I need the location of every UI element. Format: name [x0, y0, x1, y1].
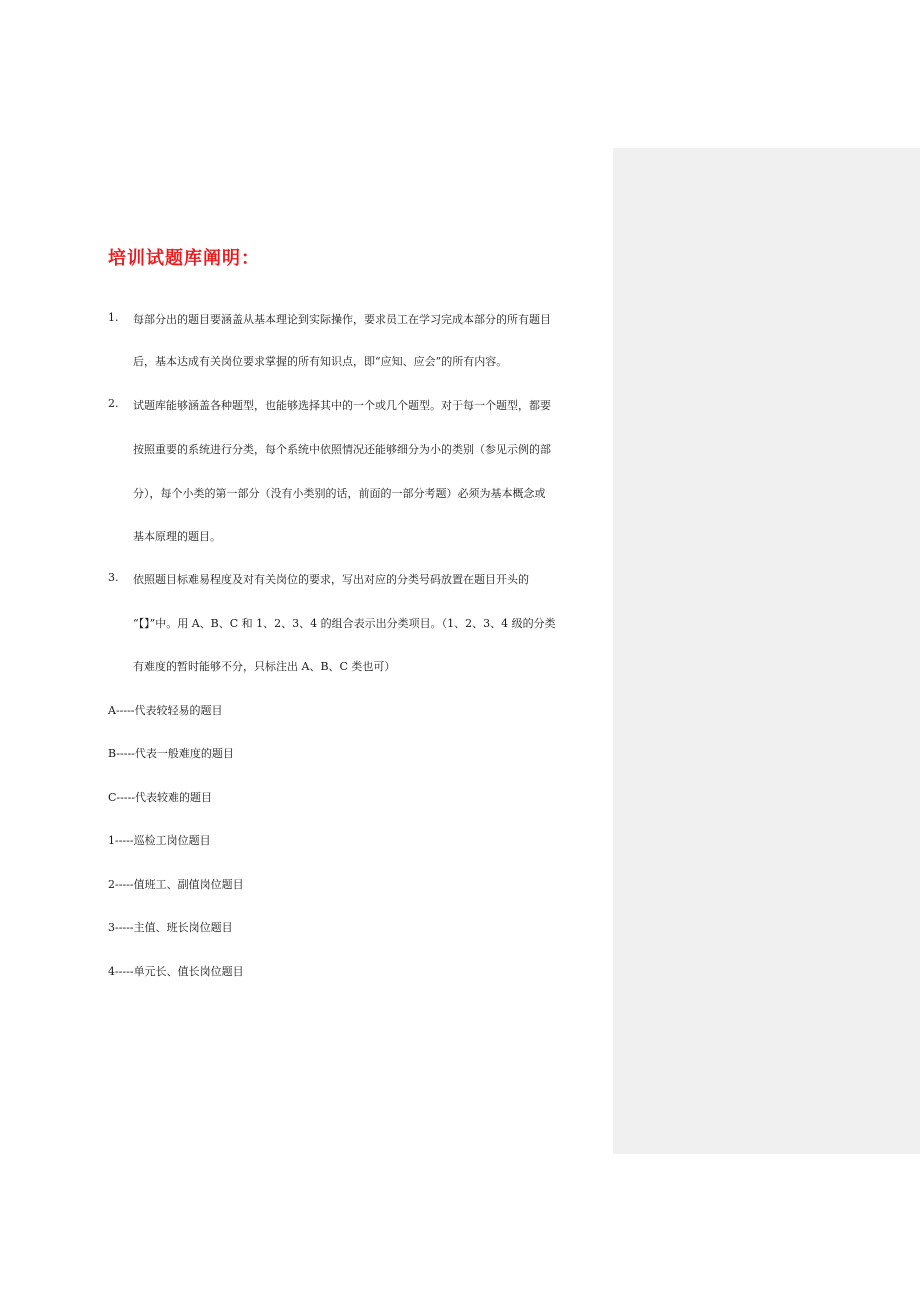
legend-item: B-----代表一般难度的题目 [108, 747, 234, 760]
list-item-number: 3. [108, 571, 119, 584]
legend-item: A-----代表较轻易的题目 [108, 704, 223, 717]
list-item-line: 按照重要的系统进行分类，每个系统中依照情况还能够细分为小的类别（参见示例的部 [133, 443, 551, 456]
comment-pane [613, 148, 920, 1154]
legend-item: 2-----值班工、副值岗位题目 [108, 878, 244, 891]
list-item-line: 每部分出的题目要涵盖从基本理论到实际操作，要求员工在学习完成本部分的所有题目 [133, 313, 551, 326]
list-item-line: 有难度的暂时能够不分，只标注出 A、B、C 类也可） [133, 660, 396, 673]
list-item-line: “【】”中。用 A、B、C 和 1、2、3、4 的组合表示出分类项目。（1、2、3、4 级的分类 [133, 617, 556, 630]
list-item-line: 后，基本达成有关岗位要求掌握的所有知识点，即“应知、应会”的所有内容。 [133, 355, 508, 368]
list-item-number: 1. [108, 311, 119, 324]
document-title: 培训试题库阐明： [108, 248, 260, 269]
list-item-line: 基本原理的题目。 [133, 530, 221, 543]
list-item-line: 试题库能够涵盖各种题型，也能够选择其中的一个或几个题型。对于每一个题型，都要 [133, 399, 551, 412]
list-item-line: 分），每个小类的第一部分（没有小类别的话，前面的一部分考题）必须为基本概念或 [133, 487, 546, 500]
list-item-number: 2. [108, 397, 119, 410]
legend-item: C-----代表较难的题目 [108, 791, 212, 804]
legend-item: 3-----主值、班长岗位题目 [108, 921, 233, 934]
list-item-line: 依照题目标难易程度及对有关岗位的要求，写出对应的分类号码放置在题目开头的 [133, 573, 529, 586]
legend-item: 4-----单元长、值长岗位题目 [108, 965, 244, 978]
legend-item: 1-----巡检工岗位题目 [108, 834, 211, 847]
